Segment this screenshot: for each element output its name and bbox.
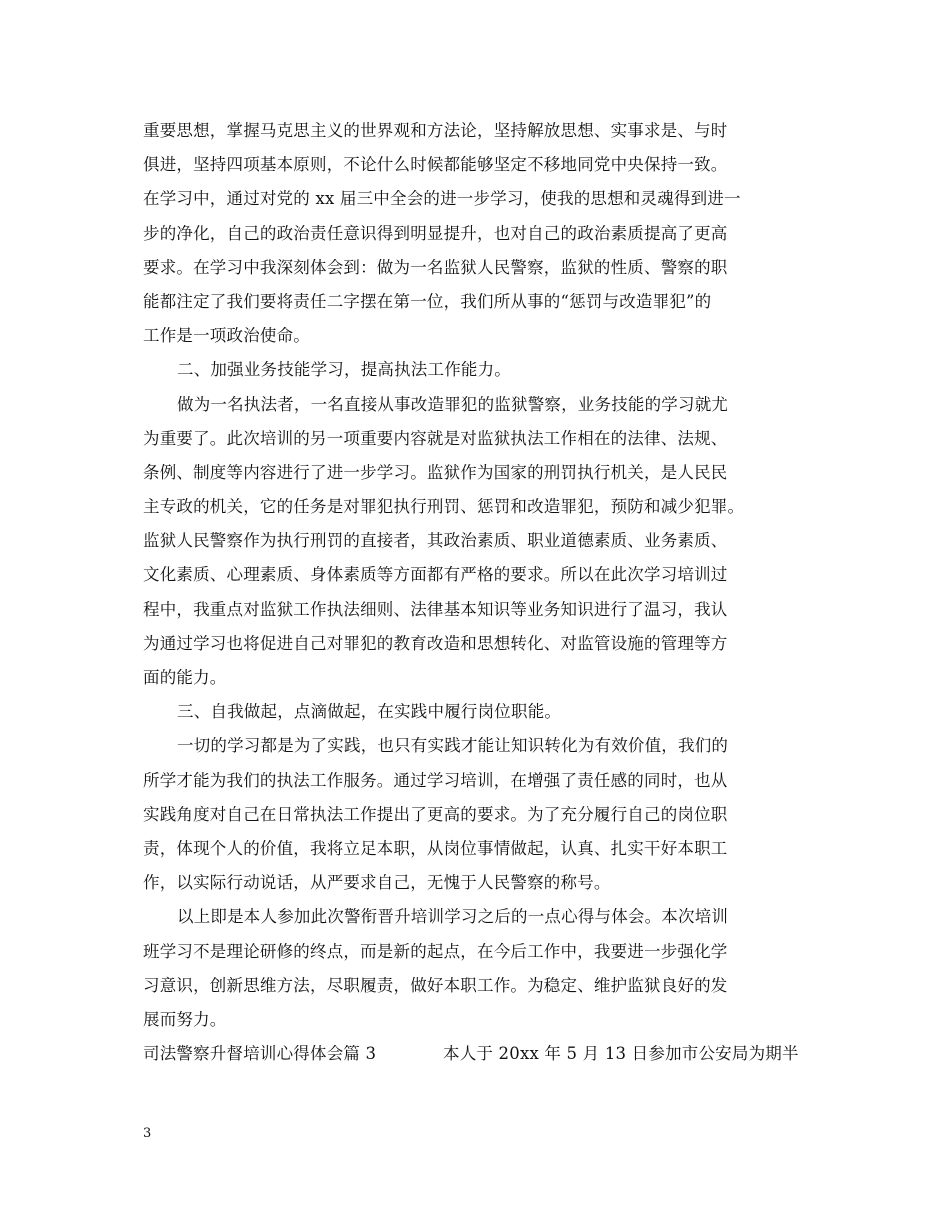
next-section-line: [143, 1037, 815, 1071]
text-line: 为通过学习也将促进自己对罪犯的教育改造和思想转化、对监管设施的管理等方: [143, 633, 728, 653]
section-heading: 二、加强业务技能学习，提高执法工作能力。: [177, 360, 511, 380]
text-line: 工作是一项政治使命。: [143, 326, 310, 346]
text-line: 展而努力。: [143, 1009, 227, 1029]
text-line: 责，体现个人的价值，我将立足本职，从岗位事情做起，认真、扎实干好本职工: [143, 838, 728, 858]
paragraph-start: 做为一名执法者，一名直接从事改造罪犯的监狱警察，业务技能的学习就尤: [177, 394, 729, 414]
text-line: 在学习中，通过对党的 xx 届三中全会的进一步学习，使我的思想和灵魂得到进一: [143, 189, 741, 209]
text-line: 监狱人民警察作为执行刑罚的直接者，其政治素质、职业道德素质、业务素质、: [143, 531, 728, 551]
text-line: 条例、制度等内容进行了进一步学习。监狱作为国家的刑罚执行机关，是人民民: [143, 462, 728, 482]
text-line: 重要思想，掌握马克思主义的世界观和方法论，坚持解放思想、实事求是、与时: [143, 121, 728, 140]
text-line: 文化素质、心理素质、身体素质等方面都有严格的要求。所以在此次学习培训过: [143, 565, 728, 585]
next-section-opening: 本人于 20xx 年 5 月 13 日参加市公安局为期半: [443, 1044, 799, 1064]
text-line: 能都注定了我们要将责任二字摆在第一位，我们所从事的“惩罚与改造罪犯”的: [143, 291, 712, 311]
text-line: 实践角度对自己在日常执法工作提出了更高的要求。为了充分履行自己的岗位职: [143, 804, 728, 824]
paragraph-start: 一切的学习都是为了实践，也只有实践才能让知识转化为有效价值，我们的: [177, 736, 729, 756]
text-line: 习意识，创新思维方法，尽职履责，做好本职工作。为稳定、维护监狱良好的发: [143, 975, 728, 995]
text-line: 主专政的机关，它的任务是对罪犯执行刑罚、惩罚和改造罪犯，预防和减少犯罪。: [143, 497, 745, 517]
text-line: 为重要了。此次培训的另一项重要内容就是对监狱执法工作相在的法律、法规、: [143, 428, 728, 448]
next-section-title: 司法警察升督培训心得体会篇 3: [143, 1044, 377, 1064]
text-line: 俱进，坚持四项基本原则，不论什么时候都能够坚定不移地同党中央保持一致。: [143, 155, 728, 175]
text-line: 面的能力。: [143, 668, 227, 687]
document-body: [143, 114, 815, 1071]
section-heading: 三、自我做起，点滴做起，在实践中履行岗位职能。: [177, 702, 562, 722]
page-number: 3: [143, 1126, 152, 1141]
text-line: 程中，我重点对监狱工作执法细则、法律基本知识等业务知识进行了温习，我认: [143, 599, 728, 619]
text-line: 要求。在学习中我深刻体会到：做为一名监狱人民警察，监狱的性质、警察的职: [143, 257, 728, 277]
text-line: 所学才能为我们的执法工作服务。通过学习培训，在增强了责任感的同时，也从: [143, 770, 728, 790]
text-line: 班学习不是理论研修的终点，而是新的起点，在今后工作中，我要进一步强化学: [143, 941, 728, 961]
text-line: 步的净化，自己的政治责任意识得到明显提升，也对自己的政治素质提高了更高: [143, 223, 728, 243]
text-line: 作，以实际行动说话，从严要求自己，无愧于人民警察的称号。: [143, 873, 611, 893]
paragraph-start: 以上即是本人参加此次警衔晋升培训学习之后的一点心得与体会。本次培训: [177, 907, 729, 927]
